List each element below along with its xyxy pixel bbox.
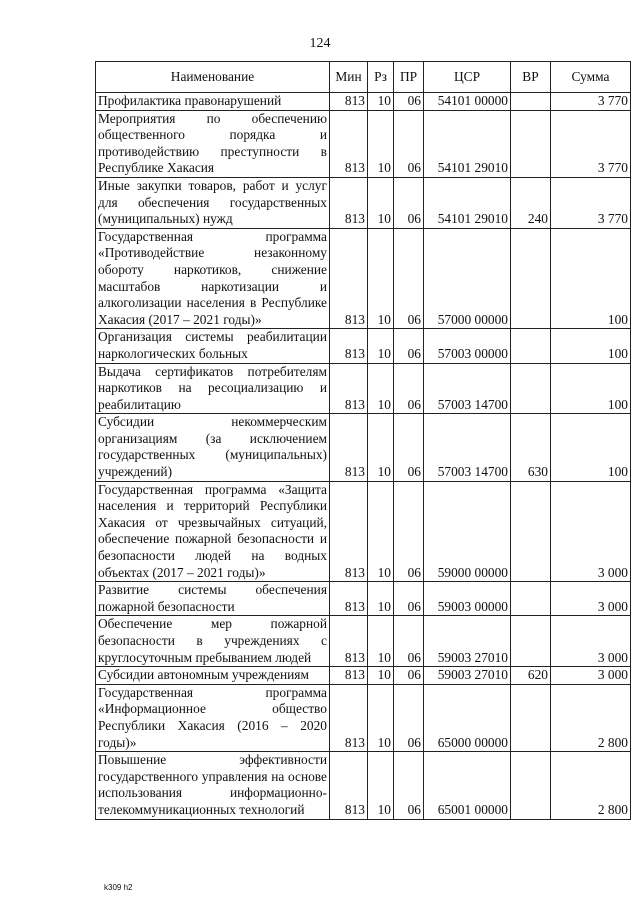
cell-sum: 2 800 (551, 752, 631, 819)
cell-rz: 10 (368, 414, 394, 481)
table-row (96, 228, 631, 329)
cell-rz: 10 (368, 667, 394, 685)
cell-csr: 54101 29010 (424, 110, 511, 177)
cell-vr: 630 (511, 414, 551, 481)
cell-name: Повышение эффективности государственного управления на основе использования информационно-телекоммуникационных технологий (96, 752, 330, 819)
table-row (96, 177, 631, 228)
cell-pr: 06 (394, 616, 424, 667)
cell-name: Государственная программа «Защита населения и территорий Республики Хакасия от чрезвычайных ситуаций, обеспечение пожарной безопасности и безопасности людей на водных объектах (2017 – 2021 годы)» (96, 481, 330, 582)
cell-sum: 3 000 (551, 616, 631, 667)
cell-sum: 100 (551, 363, 631, 414)
cell-pr: 06 (394, 329, 424, 363)
cell-min: 813 (330, 684, 368, 751)
cell-rz: 10 (368, 110, 394, 177)
cell-rz: 10 (368, 616, 394, 667)
header-name: Наименование (96, 62, 330, 93)
cell-sum: 3 770 (551, 110, 631, 177)
cell-min: 813 (330, 667, 368, 685)
cell-vr (511, 684, 551, 751)
cell-vr (511, 93, 551, 111)
cell-pr: 06 (394, 481, 424, 582)
table-row (96, 752, 631, 819)
cell-sum: 3 770 (551, 93, 631, 111)
cell-rz: 10 (368, 93, 394, 111)
table-row (96, 363, 631, 414)
header-csr: ЦСР (424, 62, 511, 93)
cell-sum: 100 (551, 414, 631, 481)
cell-min: 813 (330, 752, 368, 819)
cell-csr: 59003 00000 (424, 582, 511, 616)
cell-csr: 59003 27010 (424, 616, 511, 667)
table-row (96, 667, 631, 685)
cell-csr: 65001 00000 (424, 752, 511, 819)
cell-name: Субсидии автономным учреждениям (96, 667, 330, 685)
cell-pr: 06 (394, 363, 424, 414)
budget-table (95, 61, 631, 820)
cell-min: 813 (330, 329, 368, 363)
cell-pr: 06 (394, 667, 424, 685)
cell-csr: 57003 00000 (424, 329, 511, 363)
cell-csr: 57003 14700 (424, 414, 511, 481)
cell-name: Государственная программа «Информационное общество Республики Хакасия (2016 – 2020 годы)» (96, 684, 330, 751)
cell-pr: 06 (394, 414, 424, 481)
header-row (96, 62, 631, 93)
header-rz: Рз (368, 62, 394, 93)
header-pr: ПР (394, 62, 424, 93)
cell-rz: 10 (368, 582, 394, 616)
cell-name: Субсидии некоммерческим организациям (за исключением государственных (муниципальных) учреждений) (96, 414, 330, 481)
cell-rz: 10 (368, 329, 394, 363)
cell-rz: 10 (368, 177, 394, 228)
cell-min: 813 (330, 414, 368, 481)
table-row (96, 414, 631, 481)
cell-sum: 3 770 (551, 177, 631, 228)
cell-min: 813 (330, 177, 368, 228)
cell-csr: 65000 00000 (424, 684, 511, 751)
table-row (96, 684, 631, 751)
cell-rz: 10 (368, 481, 394, 582)
cell-rz: 10 (368, 363, 394, 414)
table-row (96, 481, 631, 582)
cell-pr: 06 (394, 228, 424, 329)
cell-min: 813 (330, 228, 368, 329)
cell-pr: 06 (394, 110, 424, 177)
header-sum: Сумма (551, 62, 631, 93)
cell-sum: 100 (551, 228, 631, 329)
cell-name: Мероприятия по обеспечению общественного порядка и противодействию преступности в Республике Хакасия (96, 110, 330, 177)
cell-min: 813 (330, 110, 368, 177)
cell-name: Государственная программа «Противодействие незаконному обороту наркотиков, снижение масштабов наркотизации и алкоголизации населения в Республике Хакасия (2017 – 2021 годы)» (96, 228, 330, 329)
cell-name: Обеспечение мер пожарной безопасности в учреждениях с круглосуточным пребыванием людей (96, 616, 330, 667)
cell-csr: 57003 14700 (424, 363, 511, 414)
table-row (96, 110, 631, 177)
cell-csr: 54101 00000 (424, 93, 511, 111)
cell-vr (511, 363, 551, 414)
cell-csr: 57000 00000 (424, 228, 511, 329)
footer-code: k309 h2 (104, 883, 133, 892)
cell-name: Организация системы реабилитации наркологических больных (96, 329, 330, 363)
cell-vr (511, 228, 551, 329)
cell-sum: 2 800 (551, 684, 631, 751)
cell-vr (511, 582, 551, 616)
table-row (96, 582, 631, 616)
cell-vr (511, 752, 551, 819)
table-row (96, 616, 631, 667)
cell-name: Выдача сертификатов потребителям наркотиков на ресоциализацию и реабилитацию (96, 363, 330, 414)
cell-min: 813 (330, 363, 368, 414)
table-row (96, 329, 631, 363)
cell-csr: 59003 27010 (424, 667, 511, 685)
cell-vr (511, 616, 551, 667)
header-min: Мин (330, 62, 368, 93)
cell-min: 813 (330, 481, 368, 582)
cell-pr: 06 (394, 93, 424, 111)
cell-csr: 54101 29010 (424, 177, 511, 228)
cell-csr: 59000 00000 (424, 481, 511, 582)
cell-sum: 3 000 (551, 667, 631, 685)
cell-name: Профилактика правонарушений (96, 93, 330, 111)
cell-vr (511, 110, 551, 177)
cell-rz: 10 (368, 752, 394, 819)
cell-pr: 06 (394, 752, 424, 819)
cell-vr (511, 329, 551, 363)
cell-pr: 06 (394, 177, 424, 228)
cell-vr: 620 (511, 667, 551, 685)
header-vr: ВР (511, 62, 551, 93)
cell-rz: 10 (368, 684, 394, 751)
cell-min: 813 (330, 582, 368, 616)
cell-sum: 100 (551, 329, 631, 363)
cell-vr (511, 481, 551, 582)
cell-rz: 10 (368, 228, 394, 329)
table-row (96, 93, 631, 111)
page-number: 124 (309, 36, 331, 51)
cell-sum: 3 000 (551, 582, 631, 616)
cell-min: 813 (330, 616, 368, 667)
cell-pr: 06 (394, 684, 424, 751)
cell-vr: 240 (511, 177, 551, 228)
cell-pr: 06 (394, 582, 424, 616)
cell-name: Развитие системы обеспечения пожарной безопасности (96, 582, 330, 616)
cell-sum: 3 000 (551, 481, 631, 582)
cell-min: 813 (330, 93, 368, 111)
cell-name: Иные закупки товаров, работ и услуг для обеспечения государственных (муниципальных) нужд (96, 177, 330, 228)
